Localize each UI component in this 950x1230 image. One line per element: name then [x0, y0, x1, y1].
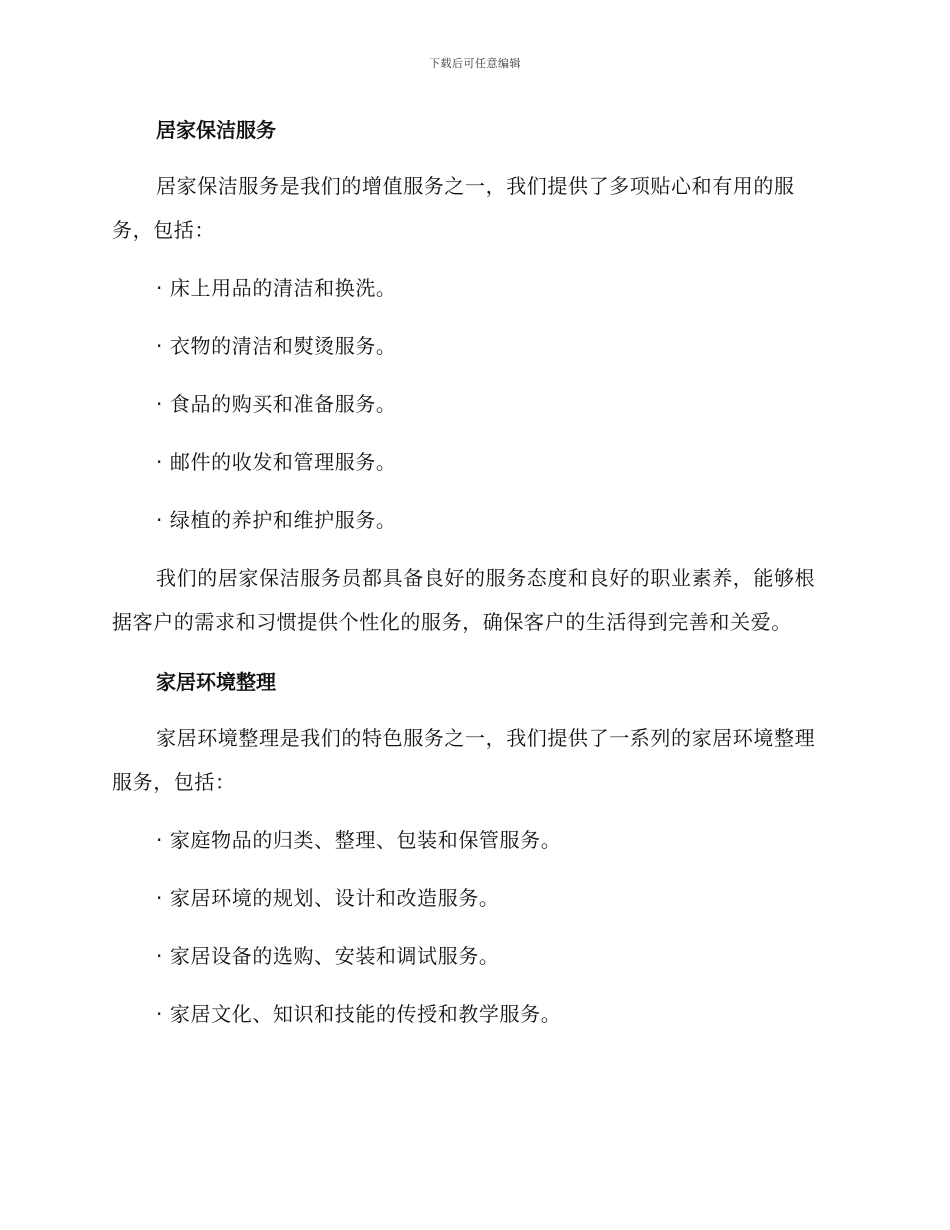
section-closing-home-cleaning: 我们的居家保洁服务员都具备良好的服务态度和良好的职业素养，能够根据客户的需求和习惯提供个性化的服务，确保客户的生活得到完善和关爱。	[112, 566, 816, 634]
section-intro-home-organizing: 家居环境整理是我们的特色服务之一，我们提供了一系列的家居环境整理服务，包括：	[112, 726, 816, 794]
section-heading-home-organizing: 家居环境整理	[156, 670, 276, 694]
list-item: · 家居文化、知识和技能的传授和教学服务。	[156, 1002, 562, 1026]
page-header-note: 下载后可任意编辑	[429, 57, 521, 70]
list-item: · 家居设备的选购、安装和调试服务。	[156, 944, 500, 968]
section-intro-home-cleaning: 居家保洁服务是我们的增值服务之一，我们提供了多项贴心和有用的服务，包括：	[112, 174, 795, 242]
list-item: · 绿植的养护和维护服务。	[156, 508, 397, 532]
list-item: · 邮件的收发和管理服务。	[156, 450, 397, 474]
list-item: · 家居环境的规划、设计和改造服务。	[156, 886, 500, 910]
section-heading-home-cleaning: 居家保洁服务	[156, 118, 276, 142]
document-body	[112, 110, 832, 1036]
list-item: · 家庭物品的归类、整理、包装和保管服务。	[156, 828, 562, 852]
list-item: · 床上用品的清洁和换洗。	[156, 276, 397, 300]
list-item: · 食品的购买和准备服务。	[156, 392, 397, 416]
list-item: · 衣物的清洁和熨烫服务。	[156, 334, 397, 358]
